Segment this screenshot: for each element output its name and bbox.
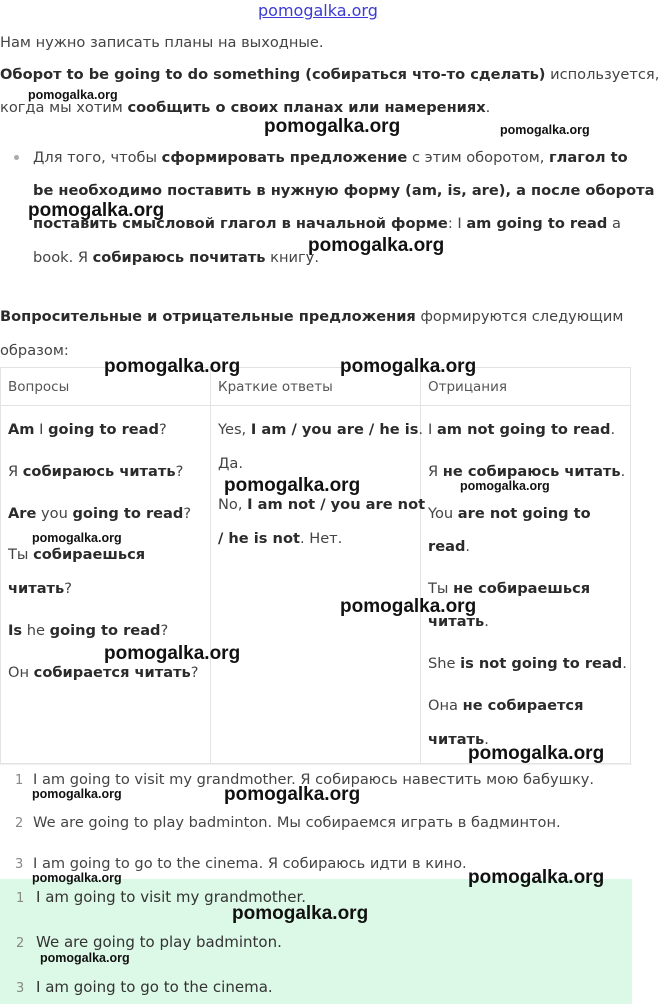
negation-cell-line (428, 580, 590, 597)
cell-text: I (428, 421, 437, 438)
example-line: We are going to play badminton. Мы собираемся играть в бадминтон. (33, 814, 561, 831)
answer-cell-line: Да. (218, 455, 243, 472)
cell-bold: Is (8, 622, 23, 639)
question-intro-text: формируются следующим (415, 308, 624, 325)
cell-bold: am not going to read (436, 421, 611, 438)
table-header-negations: Отрицания (428, 379, 508, 395)
question-cell-line (8, 546, 145, 563)
watermark: pomogalka.org (468, 867, 605, 888)
example-number: 1 (15, 773, 24, 788)
answer-line: I am going to visit my grandmother. (36, 888, 307, 906)
question-cell-line (8, 580, 72, 597)
cell-bold: going to read (48, 421, 159, 438)
answer-line: We are going to play badminton. (36, 933, 282, 951)
cell-text: . (465, 538, 471, 555)
bullet-text: book. Я (33, 249, 93, 266)
cell-text: ? (190, 664, 199, 681)
cell-text: ? (158, 421, 167, 438)
cell-text: ? (175, 463, 184, 480)
cell-text: . (484, 613, 489, 630)
rule-text: используется, (545, 66, 659, 83)
cell-bold: не собираешься (453, 580, 591, 597)
watermark: pomogalka.org (32, 871, 122, 885)
answer-line: I am going to go to the cinema. (36, 978, 273, 996)
cell-bold: читать (428, 613, 485, 630)
cell-text: You (428, 505, 458, 522)
watermark: pomogalka.org (224, 475, 361, 496)
bullet-bold: глагол to (549, 149, 628, 166)
cell-bold: не собираюсь читать (442, 463, 621, 480)
cell-text: Yes, (218, 421, 251, 438)
cell-text: Я (8, 463, 23, 480)
watermark: pomogalka.org (232, 903, 369, 924)
cell-text: . (484, 731, 489, 748)
watermark: pomogalka.org (340, 596, 477, 617)
cell-text: No, (218, 496, 248, 513)
intro-text: Нам нужно записать планы на выходные. (0, 34, 324, 51)
watermark: pomogalka.org (32, 787, 122, 801)
bullet-bold: сформировать предложение (161, 149, 408, 166)
site-link[interactable]: pomogalka.org (258, 1, 378, 20)
cell-bold: Are (8, 505, 37, 522)
cell-bold: I am not / you are not (247, 496, 426, 513)
example-line: I am going to visit my grandmother. Я собираюсь навестить мою бабушку. (33, 771, 595, 788)
rule-bold: сообщить о своих планах или намерениях (127, 99, 486, 116)
question-intro-line-1 (0, 308, 623, 325)
negation-cell-line (428, 505, 591, 522)
watermark: pomogalka.org (28, 200, 165, 221)
cell-text: . (610, 421, 616, 438)
bullet-line-4 (33, 249, 319, 266)
cell-text: Она (428, 697, 463, 714)
cell-text: Ты (428, 580, 454, 597)
bullet-line-1 (33, 149, 628, 166)
watermark: pomogalka.org (264, 116, 401, 137)
cell-text: you (36, 505, 73, 522)
question-intro-bold: Вопросительные и отрицательные предложения (0, 308, 416, 325)
cell-text: Ты (8, 546, 34, 563)
question-cell-line (8, 421, 167, 438)
watermark: pomogalka.org (460, 479, 550, 493)
negation-cell-line (428, 538, 470, 555)
watermark: pomogalka.org (340, 356, 477, 377)
bullet-bold: поставить смысловой глагол в начальной форме (33, 215, 448, 232)
watermark: pomogalka.org (468, 743, 605, 764)
table-header-divider (0, 405, 631, 406)
watermark: pomogalka.org (104, 356, 241, 377)
negation-cell-line (428, 463, 625, 480)
answer-cell-line (218, 530, 342, 547)
answer-number: 2 (16, 936, 25, 951)
watermark: pomogalka.org (500, 123, 590, 137)
cell-text: Он (8, 664, 34, 681)
cell-bold: не собирается (462, 697, 584, 714)
cell-bold: / he is not (218, 530, 300, 547)
cell-text: ? (64, 580, 72, 597)
answer-number: 3 (16, 981, 25, 996)
rule-text: когда мы хотим (0, 99, 128, 116)
cell-bold: Am (8, 421, 35, 438)
question-cell-line (8, 463, 183, 480)
watermark: pomogalka.org (308, 235, 445, 256)
example-line: I am going to go to the cinema. Я собираюсь идти в кино. (33, 855, 467, 872)
cell-text: ? (160, 622, 169, 639)
rule-bold: Оборот to be going to do something (собираться что-то сделать) (0, 66, 546, 83)
watermark: pomogalka.org (28, 88, 118, 102)
cell-bold: are not going to (457, 505, 591, 522)
example-number: 2 (15, 816, 24, 831)
table-header-short-answers: Краткие ответы (218, 379, 333, 395)
bullet-bold: be необходимо поставить в нужную форму (am, is, are), а после оборота (33, 182, 655, 199)
answer-cell-line (218, 496, 425, 513)
example-number: 3 (15, 857, 24, 872)
answer-number: 1 (16, 891, 25, 906)
table-divider (210, 367, 211, 764)
cell-text: . (620, 463, 626, 480)
cell-bold: read (428, 538, 466, 555)
cell-bold: going to read (72, 505, 184, 522)
cell-text: I (34, 421, 49, 438)
negation-cell-line (428, 421, 615, 438)
rule-line-1 (0, 66, 659, 83)
bullet-text: Для того, чтобы (33, 149, 162, 166)
watermark: pomogalka.org (104, 643, 241, 664)
bullet-text: книгу. (265, 249, 319, 266)
cell-text: ? (183, 505, 192, 522)
cell-text: . (622, 655, 627, 672)
bullet-text: a (607, 215, 621, 232)
bullet-line-2 (33, 182, 654, 199)
question-intro-line-2: образом: (0, 342, 69, 359)
cell-bold: читать (8, 580, 65, 597)
cell-bold: is not going to read (460, 655, 623, 672)
cell-text: She (428, 655, 461, 672)
cell-bold: собирается читать (33, 664, 191, 681)
bullet-bold: am going to read (466, 215, 608, 232)
rule-text: . (485, 99, 491, 116)
bullet-text: : I (447, 215, 467, 232)
cell-bold: going to read (49, 622, 161, 639)
watermark: pomogalka.org (32, 531, 122, 545)
question-cell-line (8, 622, 168, 639)
question-cell-line (8, 664, 199, 681)
question-cell-line (8, 505, 191, 522)
cell-bold: собираюсь читать (22, 463, 176, 480)
cell-text: Я (428, 463, 443, 480)
cell-bold: читать (428, 731, 485, 748)
cell-text: he (22, 622, 50, 639)
cell-bold: собираешься (33, 546, 146, 563)
table-header-questions: Вопросы (8, 379, 70, 395)
cell-text: . Нет. (299, 530, 343, 547)
bullet-bold: собираюсь почитать (92, 249, 266, 266)
watermark: pomogalka.org (40, 951, 130, 965)
bullet-dot (14, 155, 19, 160)
cell-bold: I am / you are / he is (250, 421, 419, 438)
cell-text: . (418, 421, 424, 438)
negation-cell-line (428, 697, 583, 714)
answer-cell-line (218, 421, 423, 438)
watermark: pomogalka.org (224, 784, 361, 805)
bullet-text: с этим оборотом, (407, 149, 550, 166)
negation-cell-line (428, 655, 627, 672)
